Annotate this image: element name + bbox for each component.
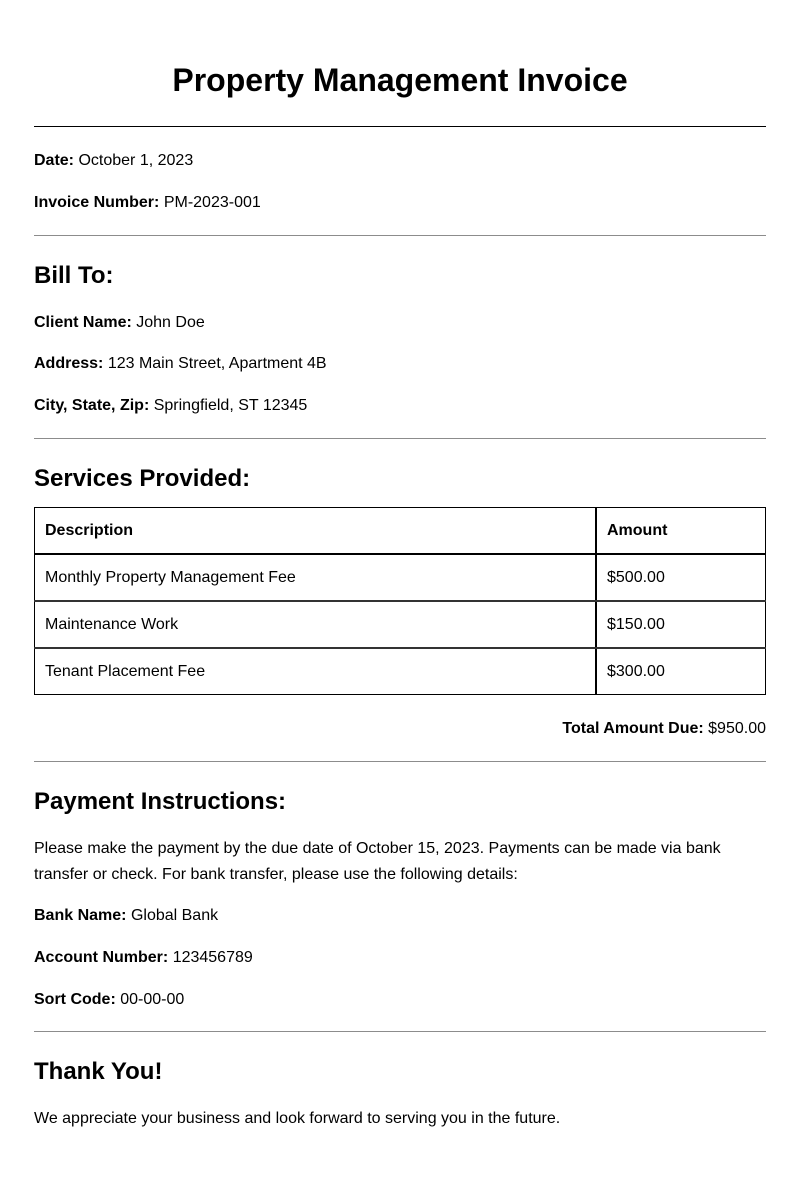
total-label: Total Amount Due: <box>562 720 704 737</box>
client-city-value: Springfield, ST 12345 <box>153 397 308 414</box>
invoice-number-label: Invoice Number: <box>34 194 160 211</box>
section-divider <box>34 1031 766 1032</box>
client-name-value: John Doe <box>136 314 205 331</box>
thank-you-message: We appreciate your business and look forward to serving you in the future. <box>34 1110 561 1127</box>
invoice-date-value: October 1, 2023 <box>78 152 194 169</box>
account-number-value: 123456789 <box>172 949 253 966</box>
invoice-number-value: PM-2023-001 <box>163 194 261 211</box>
section-divider <box>34 761 766 762</box>
sort-code <box>34 987 766 1012</box>
column-header-description: Description <box>35 508 597 555</box>
service-amount: $500.00 <box>596 554 766 601</box>
table-header-row <box>35 508 766 555</box>
thank-you-heading: Thank You! <box>34 1058 163 1085</box>
title-divider <box>34 126 766 127</box>
client-city-label: City, State, Zip: <box>34 397 150 414</box>
account-number <box>34 945 766 970</box>
section-divider <box>34 438 766 439</box>
bank-name <box>34 903 766 928</box>
client-city-state-zip <box>34 393 766 418</box>
invoice-page <box>34 0 766 1132</box>
invoice-date <box>34 148 766 173</box>
payment-heading: Payment Instructions: <box>34 788 287 815</box>
service-description: Tenant Placement Fee <box>35 648 597 695</box>
section-divider <box>34 235 766 236</box>
table-row <box>35 601 766 648</box>
account-number-label: Account Number: <box>34 949 169 966</box>
page-title: Property Management Invoice <box>172 62 628 98</box>
sort-code-value: 00-00-00 <box>120 991 185 1008</box>
client-name-label: Client Name: <box>34 314 132 331</box>
client-address <box>34 351 766 376</box>
bank-name-label: Bank Name: <box>34 907 127 924</box>
invoice-date-label: Date: <box>34 152 75 169</box>
services-table <box>34 507 766 695</box>
service-amount: $150.00 <box>596 601 766 648</box>
sort-code-label: Sort Code: <box>34 991 116 1008</box>
bank-name-value: Global Bank <box>130 907 219 924</box>
service-description: Maintenance Work <box>35 601 597 648</box>
invoice-number <box>34 190 766 215</box>
payment-paragraph: Please make the payment by the due date of October 15, 2023. Payments can be made via bank transfer or check. For bank transfer, please use the following details: <box>34 840 721 883</box>
client-name <box>34 310 766 335</box>
services-heading: Services Provided: <box>34 465 251 492</box>
bill-to-heading: Bill To: <box>34 262 114 289</box>
service-description: Monthly Property Management Fee <box>35 554 597 601</box>
service-amount: $300.00 <box>596 648 766 695</box>
table-row <box>35 648 766 695</box>
total-value: $950.00 <box>708 720 766 737</box>
table-row <box>35 554 766 601</box>
client-address-label: Address: <box>34 355 104 372</box>
client-address-value: 123 Main Street, Apartment 4B <box>107 355 327 372</box>
column-header-amount: Amount <box>596 508 766 555</box>
total-amount-due <box>34 716 766 741</box>
